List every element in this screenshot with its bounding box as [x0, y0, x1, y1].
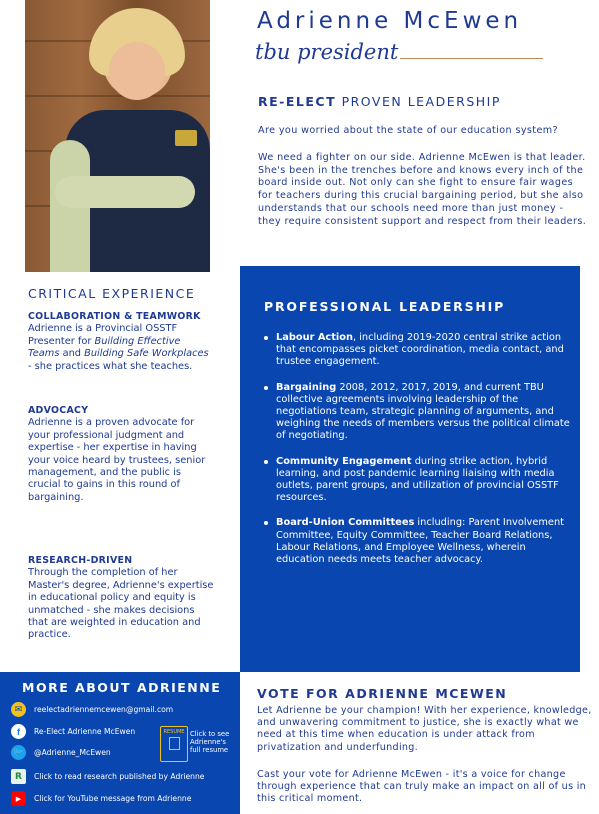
research-heading: RESEARCH-DRIVEN — [28, 555, 133, 566]
leadership-item: Community Engagement during strike action, hybrid learning, and post pandemic learning liaising with media outlets, parent groups, and utilization of provincial OSSTF resources. — [262, 456, 570, 505]
facebook-icon: f — [11, 724, 26, 739]
candidate-name: Adrienne McEwen — [257, 8, 523, 34]
youtube-icon: ▶ — [11, 791, 26, 806]
research-link-text: Click to read research published by Adrienne — [34, 772, 205, 781]
vote-title: VOTE FOR ADRIENNE MCEWEN — [257, 686, 508, 701]
candidate-role: tbu president — [255, 40, 399, 64]
intro-question: Are you worried about the state of our education system? — [258, 125, 559, 136]
more-about-title: MORE ABOUT ADRIENNE — [22, 680, 222, 695]
advocacy-text: Adrienne is a proven advocate for your professional judgment and expertise - her expertise in having your voice heard by trustees, senior management, and the public is crucial to gains in this round of bargaining. — [28, 417, 206, 503]
youtube-link[interactable] — [11, 791, 191, 806]
leadership-item: Bargaining 2008, 2012, 2017, 2019, and current TBU collective agreements involving leadership of the negotiations team, strategic planning of arguments, and weighing the needs of members versus the political climate of negotiating. — [262, 382, 570, 443]
research-text: Through the completion of her Master's degree, Adrienne's expertise in educational policy and equity is unmatched - she makes decisions that are weighted in education and practice. — [28, 567, 214, 641]
collaboration-text: Adrienne is a Provincial OSSTF Presenter for Building Effective Teams and Building Safe Workplaces - she practices what she teaches. — [28, 323, 209, 372]
role-divider — [400, 58, 543, 59]
resume-link[interactable]: Click to see Adrienne's full resume — [190, 730, 230, 755]
collaboration-heading: COLLABORATION & TEAMWORK — [28, 311, 201, 322]
professional-leadership-box — [240, 266, 580, 672]
advocacy-section — [28, 405, 214, 504]
email-text: reelectadriennemcewen@gmail.com — [34, 705, 174, 714]
professional-leadership-title: PROFESSIONAL LEADERSHIP — [264, 299, 506, 314]
resume-icon-label: RESUME — [163, 729, 185, 735]
youtube-text: Click for YouTube message from Adrienne — [34, 794, 192, 803]
more-about-box — [0, 672, 240, 814]
leadership-item: Board-Union Committees including: Parent Involvement Committee, Equity Committee, Teacher Board Relations, Labour Relations, and Employee Wellness, wherein education needs meets teacher advocacy. — [262, 517, 570, 566]
candidate-photo — [25, 0, 210, 272]
advocacy-heading: ADVOCACY — [28, 405, 89, 416]
critical-experience-title: CRITICAL EXPERIENCE — [28, 286, 196, 301]
facebook-text: Re-Elect Adrienne McEwen — [34, 727, 136, 736]
twitter-link[interactable] — [11, 745, 111, 760]
intro-body: We need a fighter on our side. Adrienne McEwen is that leader. She's been in the trenches before and knows every inch of the board inside out. Not only can she fight to ensure fair wages for teachers during this crucial bargaining period, but she also understands that our schools need more than just money - they require consistent support and respect from their leaders. — [258, 152, 587, 227]
leadership-item: Labour Action, including 2019-2020 central strike action that encompasses picket coordination, media contact, and trustee engagement. — [262, 332, 570, 369]
email-link[interactable] — [11, 702, 173, 717]
researchgate-icon: R — [11, 769, 26, 784]
vote-paragraph-2: Cast your vote for Adrienne McEwen - it's a voice for change through experience that can truly make an impact on all of us in this critical moment. — [257, 769, 587, 805]
vote-paragraph-1: Let Adrienne be your champion! With her experience, knowledge, and unwavering commitment to justice, she is exactly what we need at this time when education is under attack from privatization and underfunding. — [257, 705, 592, 753]
research-section — [28, 555, 214, 642]
facebook-link[interactable] — [11, 724, 135, 739]
twitter-icon: 🐦 — [11, 745, 26, 760]
email-icon: ✉ — [11, 702, 26, 717]
resume-icon[interactable] — [160, 726, 188, 762]
reelect-heading: RE-ELECT PROVEN LEADERSHIP — [258, 94, 501, 109]
leadership-list — [262, 332, 570, 577]
twitter-text: @Adrienne_McEwen — [34, 748, 111, 757]
research-link[interactable] — [11, 769, 204, 784]
collaboration-section — [28, 311, 214, 373]
